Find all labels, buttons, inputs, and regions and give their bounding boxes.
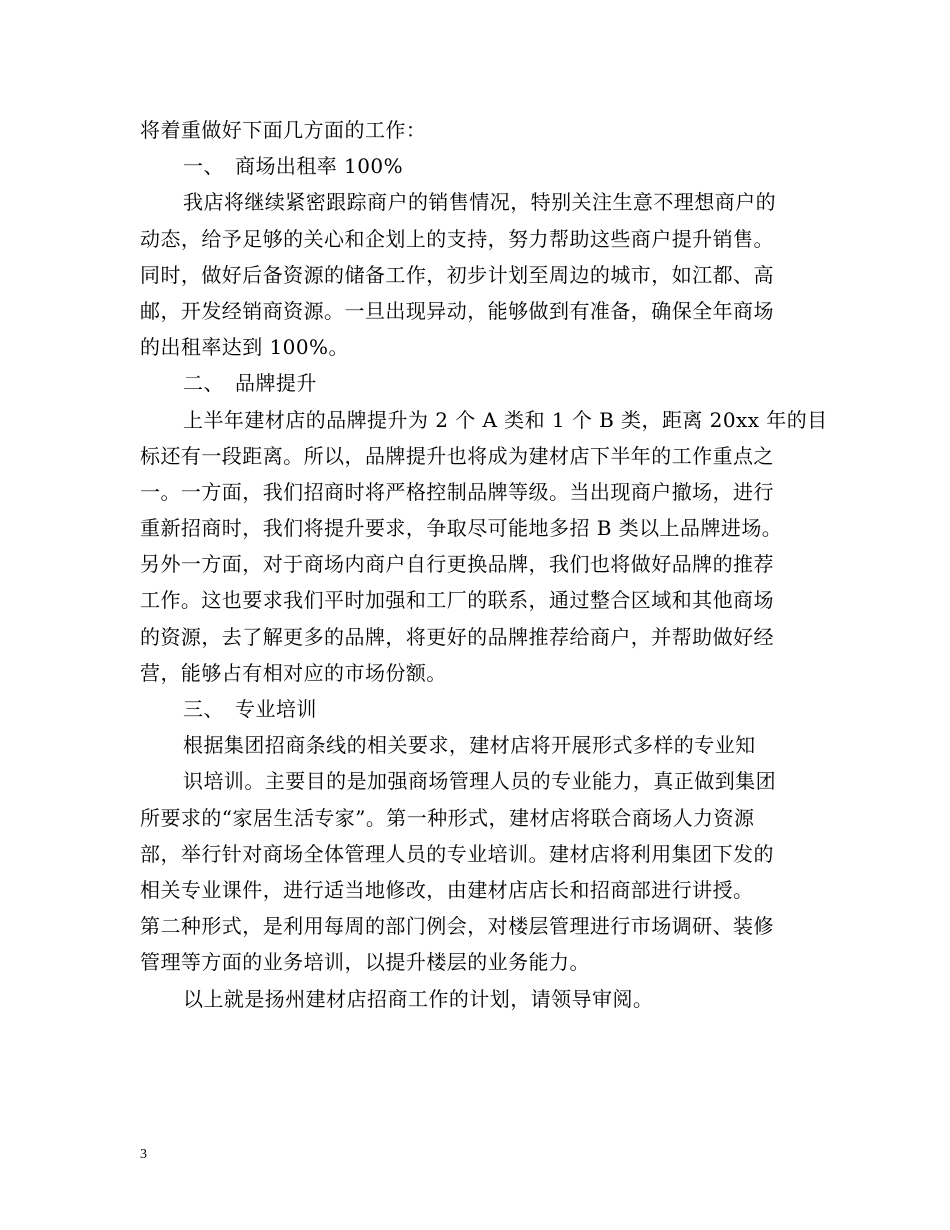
paragraph-line: 另外一方面，对于商场内商户自行更换品牌，我们也将做好品牌的推荐 [140, 552, 774, 577]
paragraph-line: 管理等方面的业务培训，以提升楼层的业务能力。 [140, 950, 590, 975]
paragraph-line: 邮，开发经销商资源。一旦出现异动，能够做到有准备，确保全年商场 [140, 298, 774, 323]
paragraph-line: 的资源，去了解更多的品牌，将更好的品牌推荐给商户，并帮助做好经 [140, 624, 774, 649]
section-title: 品牌提升 [235, 371, 317, 396]
section-heading-2 [140, 365, 820, 401]
section-number: 二、 [183, 371, 224, 396]
section-heading-3 [140, 691, 820, 727]
paragraph-line: 一。一方面，我们招商时将严格控制品牌等级。当出现商户撤场，进行 [140, 479, 774, 504]
section-title: 商场出租率 100% [235, 154, 404, 179]
intro-line: 将着重做好下面几方面的工作： [140, 118, 427, 142]
paragraph-line: 我店将继续紧密跟踪商户的销售情况，特别关注生意不理想商户的 [183, 190, 777, 215]
paragraph-line: 的出租率达到 100%。 [140, 335, 349, 360]
section-title: 专业培训 [235, 697, 317, 721]
paragraph-line: 标还有一段距离。所以，品牌提升也将成为建材店下半年的工作重点之 [140, 443, 774, 468]
paragraph-line: 根据集团招商条线的相关要求，建材店将开展形式多样的专业知 [183, 733, 756, 758]
paragraph-line: 所要求的“家居生活专家”。第一种形式，建材店将联合商场人力资源 [140, 805, 755, 830]
section-heading-1 [140, 148, 820, 184]
paragraph-line: 工作。这也要求我们平时加强和工厂的联系，通过整合区域和其他商场 [140, 588, 774, 613]
page-number: 3 [140, 1147, 147, 1162]
closing-line: 以上就是扬州建材店招商工作的计划，请领导审阅。 [183, 986, 654, 1011]
section-number: 三、 [183, 697, 224, 721]
paragraph-line: 部，举行针对商场全体管理人员的专业培训。建材店将利用集团下发的 [140, 841, 774, 866]
paragraph-line: 营，能够占有相对应的市场份额。 [140, 660, 447, 685]
paragraph-line: 重新招商时，我们将提升要求，争取尽可能地多招 B 类以上品牌进场。 [140, 516, 783, 541]
paragraph-line: 第二种形式，是利用每周的部门例会，对楼层管理进行市场调研、装修 [140, 914, 774, 939]
document-body [140, 112, 828, 1017]
paragraph-line: 上半年建材店的品牌提升为 2 个 A 类和 1 个 B 类，距离 20xx 年的目 [183, 407, 828, 432]
paragraph-line: 识培训。主要目的是加强商场管理人员的专业能力，真正做到集团 [183, 769, 777, 794]
paragraph-line: 相关专业课件，进行适当地修改，由建材店店长和招商部进行讲授。 [140, 877, 754, 902]
paragraph-line: 同时，做好后备资源的储备工作，初步计划至周边的城市，如江都、高 [140, 262, 774, 287]
paragraph-line: 动态，给予足够的关心和企划上的支持，努力帮助这些商户提升销售。 [140, 226, 774, 251]
section-number: 一、 [183, 154, 224, 179]
